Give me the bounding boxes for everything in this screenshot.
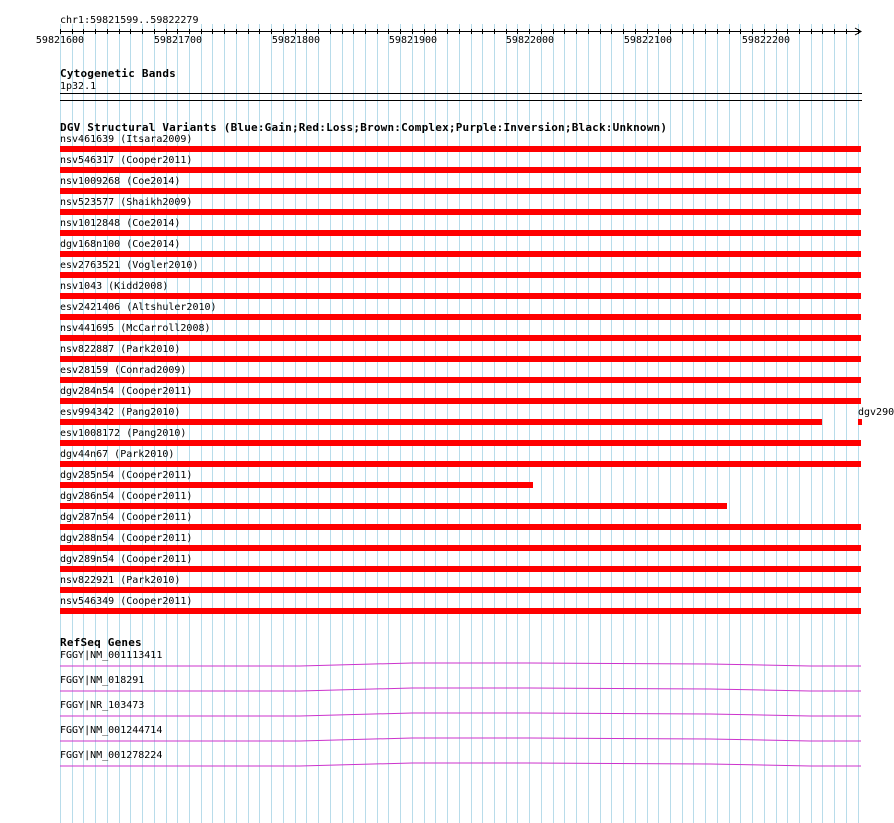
variant-label: esv994342 (Pang2010) [60,407,181,418]
variant-label: dgv288n54 (Cooper2011) [60,533,193,544]
variant-label: dgv289n54 (Cooper2011) [60,554,193,565]
gene-label[interactable]: FGGY|NM_001244714 [60,725,163,736]
variant-label: dgv284n54 (Cooper2011) [60,386,193,397]
variant-label: nsv546317 (Cooper2011) [60,155,193,166]
variant-label: nsv1043 (Kidd2008) [60,281,169,292]
track-title: DGV Structural Variants (Blue:Gain;Red:Loss;Brown:Complex;Purple:Inversion;Black:Unknown) [60,121,668,134]
variant-label: nsv523577 (Shaikh2009) [60,197,193,208]
gene-label[interactable]: FGGY|NR_103473 [60,700,145,711]
variant-label: nsv1009268 (Coe2014) [60,176,181,187]
gene-label[interactable]: FGGY|NM_001113411 [60,650,163,661]
variant-label: dgv286n54 (Cooper2011) [60,491,193,502]
range-label: chr1:59821599..59822279 [60,15,199,26]
track-title: Cytogenetic Bands [60,67,176,80]
gene-model-line [60,688,861,691]
gene-model-line [60,663,861,666]
ruler-tick-label: 59821800 [271,35,321,46]
variant-label: dgv168n100 (Coe2014) [60,239,181,250]
gene-label[interactable]: FGGY|NM_018291 [60,675,145,686]
variant-label: esv2763521 (Vogler2010) [60,260,199,271]
gene-model-line [60,738,861,741]
gene-model-line [60,763,861,766]
ruler-tick-label: 59822100 [623,35,673,46]
track-title: RefSeq Genes [60,636,142,649]
gene-model-line [60,713,861,716]
variant-label: dgv285n54 (Cooper2011) [60,470,193,481]
variant-label: nsv1012848 (Coe2014) [60,218,181,229]
variant-label: dgv44n67 (Park2010) [60,449,175,460]
ruler-tick-label: 59821600 [35,35,85,46]
variant-label: esv1008172 (Pang2010) [60,428,187,439]
variant-label: esv2421406 (Altshuler2010) [60,302,217,313]
variant-label: nsv822887 (Park2010) [60,344,181,355]
ruler-tick-label: 59821700 [153,35,203,46]
variant-label: nsv441695 (McCarroll2008) [60,323,211,334]
variant-label: dgv287n54 (Cooper2011) [60,512,193,523]
ruler-tick-label: 59822000 [505,35,555,46]
gene-label[interactable]: FGGY|NM_001278224 [60,750,163,761]
variant-label: esv28159 (Conrad2009) [60,365,187,376]
variant-label: nsv461639 (Itsara2009) [60,134,193,145]
variant-label-offscreen: dgv290 [858,407,894,418]
variant-label: nsv546349 (Cooper2011) [60,596,193,607]
ruler-tick-label: 59821900 [388,35,438,46]
band-label: 1p32.1 [60,81,97,92]
variant-label: nsv822921 (Park2010) [60,575,181,586]
ruler-tick-label: 59822200 [741,35,791,46]
